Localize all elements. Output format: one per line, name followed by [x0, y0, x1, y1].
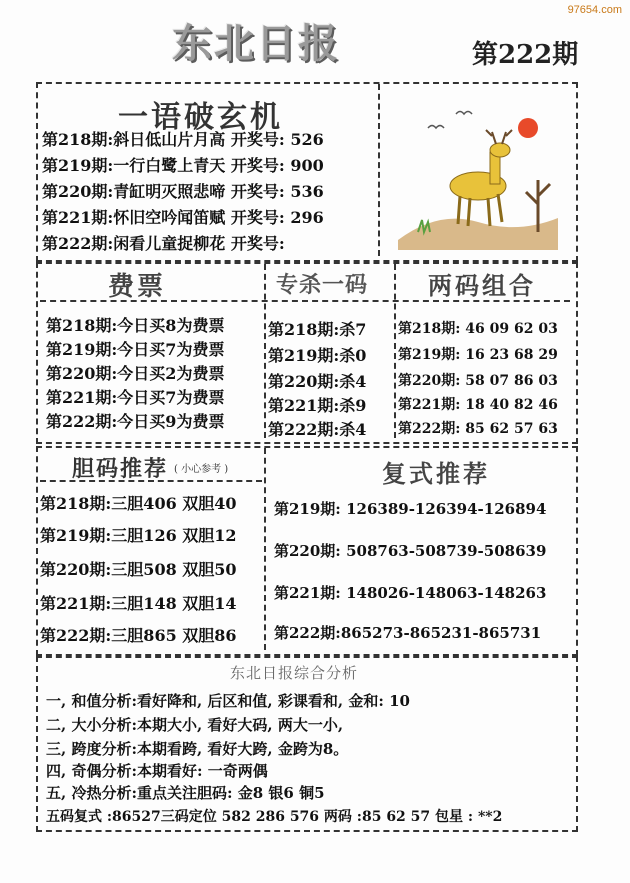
site-watermark: 97654.com — [567, 4, 622, 16]
analysis-title: 东北日报综合分析 — [230, 664, 359, 682]
analysis-text: 看好降和, 后区和值, 彩课看和, 金和: 10 — [136, 692, 410, 710]
riddle-row: 第220期:青缸明灭照悲啼 开奖号: 536 — [42, 182, 324, 201]
deer-head — [490, 143, 510, 157]
analysis-key: 五, 冷热分析: — [46, 784, 137, 802]
analysis-text: 本期看跨, 看好大跨, 金跨为8。 — [136, 740, 349, 758]
bird-icon — [428, 126, 444, 129]
dan-row: 第220期:三胆508 双胆50 — [40, 560, 237, 579]
combo-row: 第221期: 18 40 82 46 — [398, 397, 558, 413]
analysis-text: 本期看好: 一奇两偶 — [136, 762, 268, 780]
kill-row: 第219期:杀0 — [268, 346, 367, 365]
dan-title: 胆码推荐 — [72, 456, 169, 482]
analysis-key: 一, 和值分析: — [46, 692, 137, 710]
mid-divider-1 — [264, 264, 266, 438]
fee-title: 费票 — [108, 272, 167, 302]
riddle-title: 一语破玄机 — [118, 100, 283, 135]
dan-note: ( 小心参考 ) — [174, 464, 229, 475]
analysis-text: 本期大小, 看好大码, 两大一小, — [136, 716, 344, 734]
dan-row: 第221期:三胆148 双胆14 — [40, 594, 237, 613]
riddle-row: 第219期:一行白鹭上青天 开奖号: 900 — [42, 156, 324, 175]
riddle-divider — [378, 84, 380, 256]
analysis-row — [46, 782, 325, 803]
combo-row: 第219期: 16 23 68 29 — [398, 347, 558, 363]
fee-row: 第219期:今日买7为费票 — [46, 340, 225, 359]
riddle-row: 第222期:闲看儿童捉柳花 开奖号: — [42, 234, 285, 253]
analysis-row — [46, 738, 348, 759]
analysis-key: 四, 奇偶分析: — [46, 762, 137, 780]
analysis-key: 二, 大小分析: — [46, 716, 137, 734]
analysis-row — [46, 760, 268, 781]
fushi-row: 第222期:865273-865231-865731 — [274, 624, 542, 642]
fushi-row: 第219期: 126389-126394-126894 — [274, 500, 547, 518]
riddle-row: 第218期:斜日低山片月高 开奖号: 526 — [42, 130, 324, 149]
combo-row: 第222期: 85 62 57 63 — [398, 421, 558, 437]
masthead-title: 东北日报 — [172, 20, 340, 67]
deer-antler — [486, 130, 512, 144]
analysis-row — [46, 690, 410, 711]
fee-row: 第218期:今日买8为费票 — [46, 316, 225, 335]
combo-row: 第218期: 46 09 62 03 — [398, 321, 558, 337]
mid-divider-2 — [394, 264, 396, 438]
fushi-row: 第221期: 148026-148063-148263 — [274, 584, 547, 602]
analysis-footer: 五码复式 :86527三码定位 582 286 576 两码 :85 62 57 包星 : **2 — [46, 809, 503, 825]
rec-divider — [264, 448, 266, 650]
dan-row: 第218期:三胆406 双胆40 — [40, 494, 237, 513]
kill-row: 第220期:杀4 — [268, 372, 367, 391]
analysis-row — [46, 714, 343, 735]
fee-row: 第222期:今日买9为费票 — [46, 412, 225, 431]
deer-illustration — [398, 100, 558, 250]
analysis-key: 三, 跨度分析: — [46, 740, 137, 758]
kill-row: 第218期:杀7 — [268, 320, 367, 339]
bird-icon — [456, 112, 472, 115]
fee-row: 第221期:今日买7为费票 — [46, 388, 225, 407]
kill-title: 专杀一码 — [276, 272, 369, 298]
combo-title: 两码组合 — [428, 271, 536, 300]
sun-icon — [518, 118, 538, 138]
kill-row: 第222期:杀4 — [268, 420, 367, 439]
issue-number: 第222期 — [472, 40, 579, 70]
combo-row: 第220期: 58 07 86 03 — [398, 373, 558, 389]
fushi-row: 第220期: 508763-508739-508639 — [274, 542, 547, 560]
fee-row: 第220期:今日买2为费票 — [46, 364, 225, 383]
dan-row: 第222期:三胆865 双胆86 — [40, 626, 237, 645]
fushi-title: 复式推荐 — [382, 459, 490, 488]
analysis-text: 重点关注胆码: 金8 银6 铜5 — [136, 784, 325, 802]
kill-row: 第221期:杀9 — [268, 396, 367, 415]
dan-row: 第219期:三胆126 双胆12 — [40, 526, 237, 545]
riddle-row: 第221期:怀旧空吟闻笛赋 开奖号: 296 — [42, 208, 324, 227]
